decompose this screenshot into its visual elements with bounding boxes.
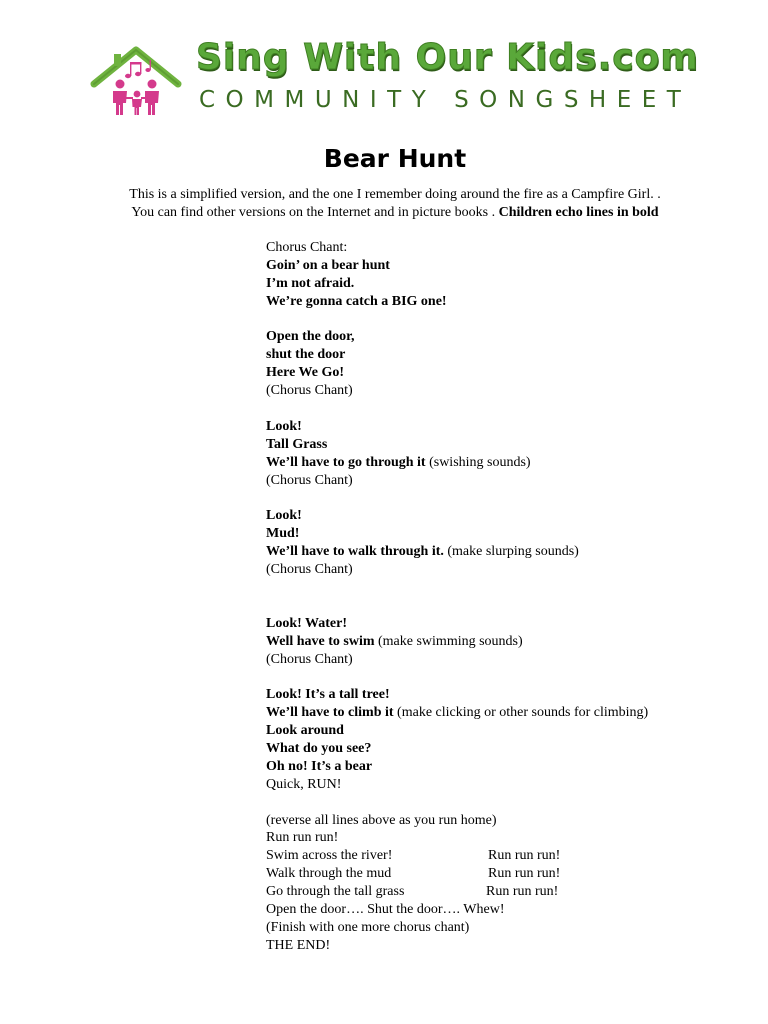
chorus-cue: (Chorus Chant) xyxy=(266,651,353,667)
intro-line-2 xyxy=(80,204,710,222)
chorus-label: Chorus Chant: xyxy=(266,240,348,255)
song-intro xyxy=(80,186,710,222)
lyric-line: Tall Grass xyxy=(266,436,328,452)
lyric-left: Walk through the mud xyxy=(266,866,392,882)
lyric-echo: We’ll have to go through it xyxy=(266,454,426,470)
lyric-line: Run run run! xyxy=(266,830,339,846)
lyric-line: Oh no! It’s a bear xyxy=(266,758,373,774)
lyric-line xyxy=(266,454,726,472)
lyric-line xyxy=(266,543,726,561)
lyric-line: I’m not afraid. xyxy=(266,275,355,291)
brand-title: Sing With Our Kids.com xyxy=(196,37,699,78)
intro-line-1: This is a simplified version, and the one I remember doing around the fire as a Campfire Girl. . xyxy=(129,187,661,202)
lyric-left: Go through the tall grass xyxy=(266,884,405,900)
lyric-action: (swishing sounds) xyxy=(425,454,531,470)
lyric-action: (make clicking or other sounds for climbing) xyxy=(393,705,649,721)
lyric-right: Run run run! xyxy=(488,848,561,864)
lyric-action: (make slurping sounds) xyxy=(443,544,579,560)
lyrics xyxy=(266,239,726,955)
house-family-music-icon xyxy=(90,44,182,116)
chorus-cue: (Chorus Chant) xyxy=(266,562,353,578)
brand-subtitle: COMMUNITY SONGSHEET xyxy=(199,87,692,113)
lyric-line xyxy=(266,883,726,901)
lyric-echo: We’ll have to walk through it. xyxy=(266,544,444,560)
lyric-line: Here We Go! xyxy=(266,365,345,381)
lyric-echo: Well have to swim xyxy=(266,633,375,649)
intro-echo-note: Children echo lines in bold xyxy=(498,205,659,220)
lyric-line: Open the door, xyxy=(266,329,355,345)
site-header xyxy=(0,0,768,130)
the-end: THE END! xyxy=(266,937,331,953)
lyric-line xyxy=(266,633,726,651)
lyric-echo: We’ll have to climb it xyxy=(266,705,394,721)
lyric-line: Look around xyxy=(266,723,344,739)
lyric-line xyxy=(266,847,726,865)
lyric-line: We’re gonna catch a BIG one! xyxy=(266,293,447,309)
lyric-line: Look! It’s a tall tree! xyxy=(266,687,390,703)
lyric-line: (reverse all lines above as you run home) xyxy=(266,812,497,828)
lyric-line xyxy=(266,704,726,722)
lyric-line: Open the door…. Shut the door…. Whew! xyxy=(266,901,505,917)
lyric-line: What do you see? xyxy=(266,740,372,756)
chorus-cue: (Chorus Chant) xyxy=(266,472,353,488)
lyric-action: (make swimming sounds) xyxy=(374,633,523,649)
lyric-line xyxy=(266,865,726,883)
lyric-right: Run run run! xyxy=(488,866,561,882)
lyric-line: Look! xyxy=(266,508,302,524)
intro-line-2-text: You can find other versions on the Internet and in picture books . xyxy=(131,205,499,220)
lyric-line: Quick, RUN! xyxy=(266,776,342,792)
song-title: Bear Hunt xyxy=(323,144,467,173)
lyric-left: Swim across the river! xyxy=(266,848,393,864)
chorus-cue: (Chorus Chant) xyxy=(266,383,353,399)
lyric-line: Mud! xyxy=(266,526,300,542)
lyric-line: Look! Water! xyxy=(266,615,348,631)
lyric-line: shut the door xyxy=(266,347,346,363)
lyric-line: Look! xyxy=(266,418,302,434)
lyric-right: Run run run! xyxy=(486,884,559,900)
lyric-line: Goin’ on a bear hunt xyxy=(266,257,390,273)
lyric-line: (Finish with one more chorus chant) xyxy=(266,919,470,935)
